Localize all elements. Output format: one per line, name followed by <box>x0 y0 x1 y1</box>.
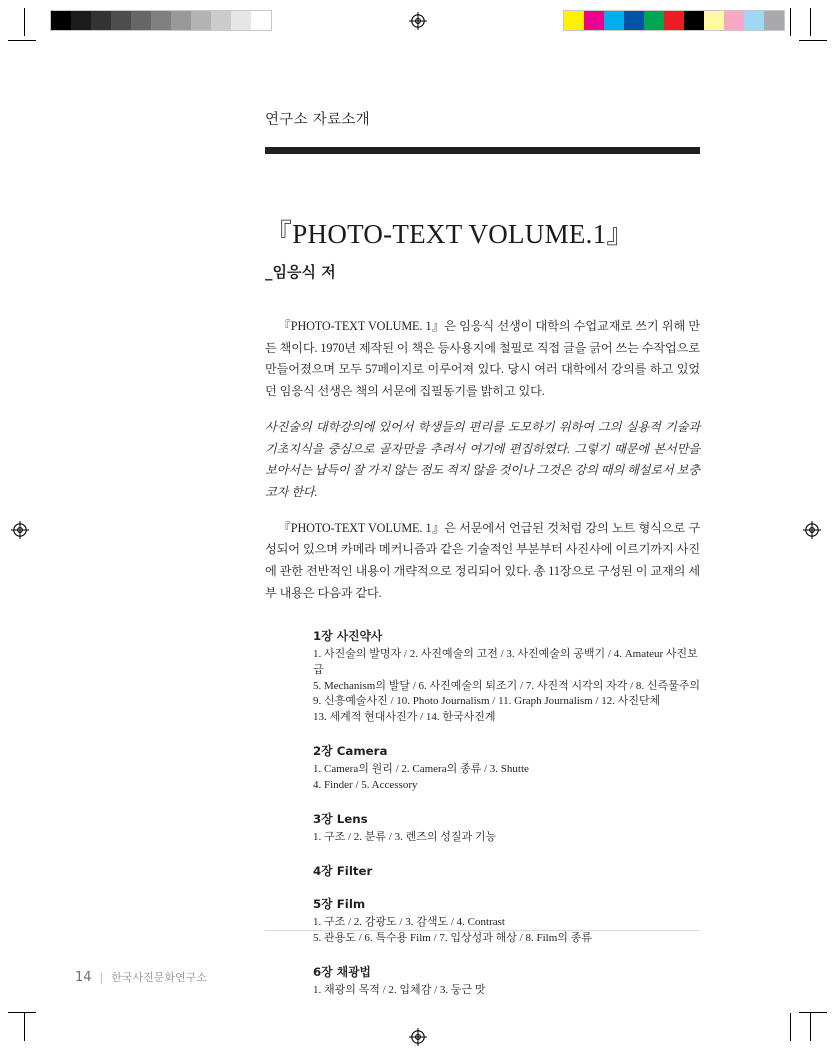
toc-chapter-line: 1. 채광의 목적 / 2. 입체감 / 3. 둥근 맛 <box>313 984 486 996</box>
paragraph-0: 『PHOTO-TEXT VOLUME. 1』은 임응식 선생이 대학의 수업교재로 쓰기 위해 만든 책이다. 1970년 제작된 이 책은 등사용지에 철필로 직접 글을 긁어 쓰는 수작업으로 만들어졌으며 모두 57페이지로 이루어져 있다. 당시 여러 대학에서 강의를 하고 있었던 임응식 선생은 책의 서문에 집필동기를 밝히고 있다. <box>265 319 700 399</box>
toc-chapter-heading: 4장 Filter <box>313 864 373 879</box>
toc-chapter-line: 5. 관용도 / 6. 특수용 Film / 7. 입상성과 해상 / 8. Film의 종류 <box>313 932 592 945</box>
page-title: 『PHOTO-TEXT VOLUME.1』 <box>265 219 634 249</box>
toc-chapter <box>313 862 703 879</box>
section-kicker: 연구소 자료소개 <box>265 112 370 128</box>
author-byline: _임응식 저 <box>265 263 336 281</box>
toc-chapter-heading: 2장 Camera <box>313 744 388 759</box>
toc-chapter-line: 13. 세계적 현대사진가 / 14. 한국사진계 <box>313 711 496 724</box>
article-body <box>265 108 700 1015</box>
page-footer <box>75 969 207 985</box>
toc-chapter <box>313 963 703 999</box>
toc-chapter-heading: 5장 Film <box>313 897 366 912</box>
toc-chapter <box>313 810 703 846</box>
footer-divider <box>265 930 700 931</box>
toc-chapter-heading: 3장 Lens <box>313 812 368 827</box>
page-number: 14 <box>75 970 92 985</box>
toc-chapter-line: 1. Camera의 원리 / 2. Camera의 종류 / 3. Shutte <box>313 763 529 776</box>
organization-name: 한국사진문화연구소 <box>111 971 207 984</box>
toc-chapter-heading: 1장 사진약사 <box>313 628 383 643</box>
paragraph-2: 『PHOTO-TEXT VOLUME. 1』은 서문에서 언급된 것처럼 강의 노트 형식으로 구성되어 있으며 카메라 메커니즘과 같은 기술적인 부분부터 사진사에 이르기까지 사진에 관한 전반적인 내용이 개략적으로 정리되어 있다. 총 11장으로 구성된 이 교재의 세부 내용은 다음과 같다. <box>265 520 700 600</box>
footer-separator: | <box>99 971 104 984</box>
toc-chapter-line: 9. 신흥예술사진 / 10. Photo Journalism / 11. Graph Journalism / 12. 사진단체 <box>313 695 661 708</box>
toc-chapter <box>313 627 703 727</box>
paragraph-1: 사진술의 대학강의에 있어서 학생들의 편리를 도모하기 위하여 그의 실용적 기술과 기초지식을 중심으로 골자만을 추려서 여기에 편집하였다. 그렇기 때문에 본서만을 보아서는 납득이 잘 가지 않는 점도 적지 않을 것이나 그것은 강의 때의 해설로서 보충코자 한다. <box>265 419 700 500</box>
toc-chapter-line: 1. 구조 / 2. 감광도 / 3. 감색도 / 4. Contrast <box>313 916 505 929</box>
toc-chapter-line: 5. Mechanism의 발달 / 6. 사진예술의 퇴조기 / 7. 사진적 시각의 자각 / 8. 신즉물주의 <box>313 679 701 692</box>
toc-chapter-line: 4. Finder / 5. Accessory <box>313 779 418 792</box>
toc-chapter-heading: 6장 채광법 <box>313 965 371 979</box>
paragraph-list <box>265 316 700 605</box>
toc-chapter <box>313 742 703 794</box>
toc-chapter-line: 1. 사진술의 발명자 / 2. 사진예술의 고전 / 3. 사진예술의 공백기 / 4. Amateur 사진보급 <box>313 647 698 676</box>
heading-rule <box>265 147 700 154</box>
table-of-contents <box>313 627 703 999</box>
toc-chapter-line: 1. 구조 / 2. 분류 / 3. 렌즈의 성질과 기능 <box>313 831 497 844</box>
toc-chapter <box>313 895 703 947</box>
